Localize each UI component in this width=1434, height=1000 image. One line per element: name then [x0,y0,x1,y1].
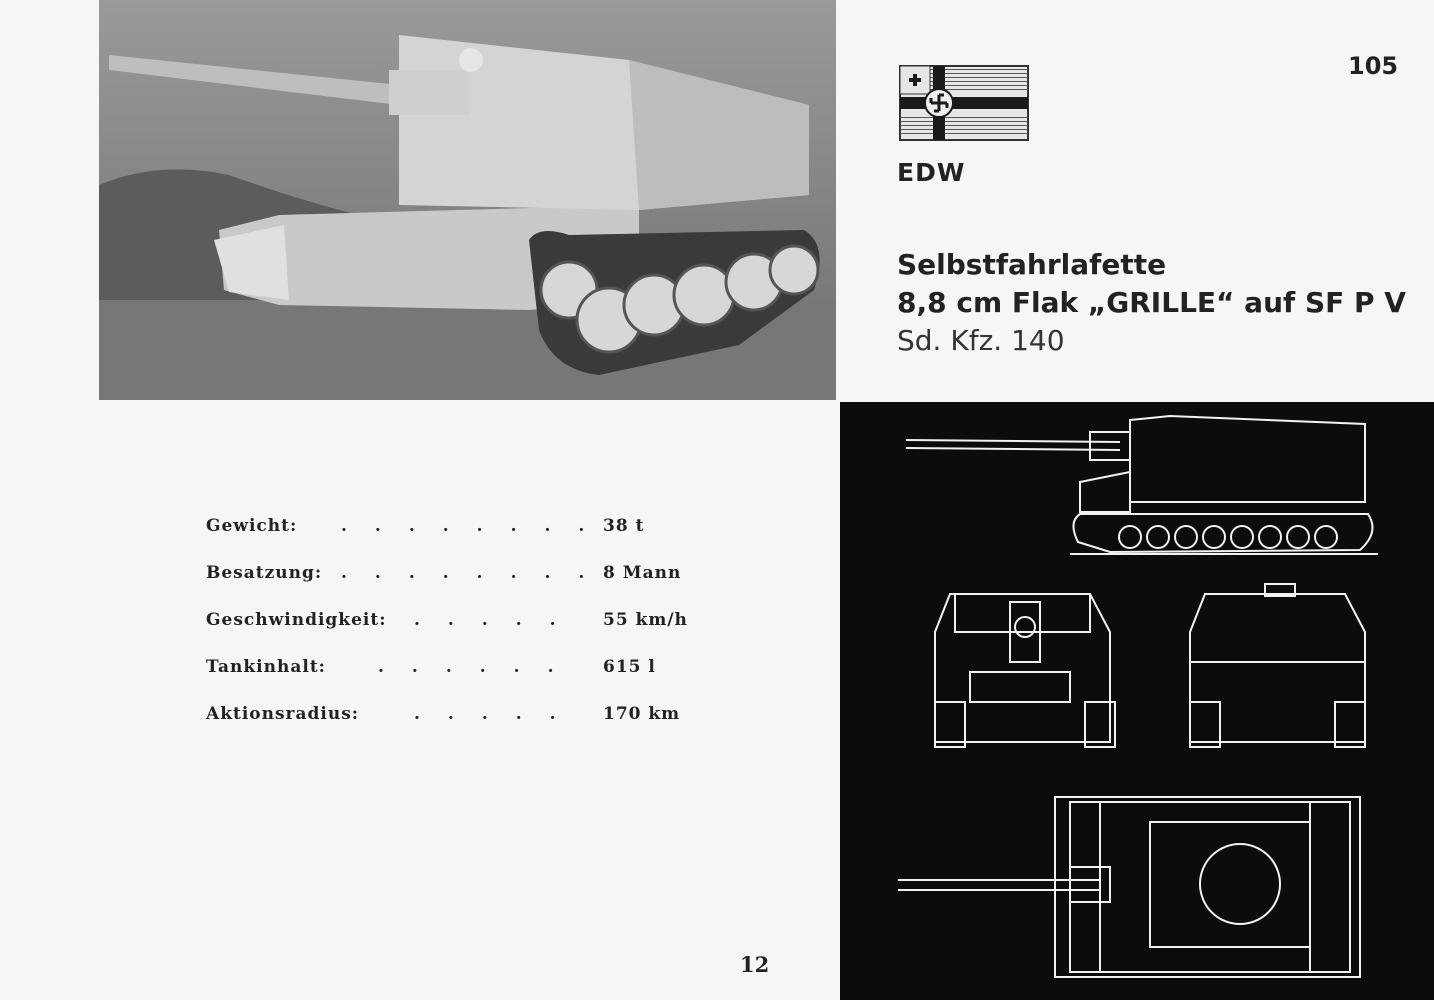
leader-dots: ..... [414,704,584,724]
title-line-3: Sd. Kfz. 140 [897,324,1065,357]
vehicle-photo [99,0,836,400]
vehicle-title [897,246,1406,360]
spec-label: Gewicht: [206,516,298,536]
title-line-2: 8,8 cm Flak „GRILLE“ auf SF P V [897,286,1406,319]
spec-label: Aktionsradius: [206,704,360,724]
spec-row [206,657,706,704]
spec-row [206,610,706,657]
spec-row [206,563,706,610]
page-number-left: 12 [740,952,770,977]
spec-row [206,516,706,563]
leader-dots: ...... [378,657,582,677]
leader-dots: ........ [341,516,613,536]
spec-table [206,516,706,751]
title-line-1: Selbstfahrlafette [897,248,1167,281]
leader-dots: ........ [341,563,613,583]
spec-label: Besatzung: [206,563,323,583]
spec-label: Tankinhalt: [206,657,326,677]
spec-value: 615 l [603,657,656,677]
spec-value: 38 t [603,516,645,536]
spec-value: 8 Mann [603,563,682,583]
spec-value: 55 km/h [603,610,688,630]
war-ensign-flag-icon [899,65,1029,145]
spec-label: Geschwindigkeit: [206,610,387,630]
spec-value: 170 km [603,704,681,724]
page-number-right: 105 [1348,52,1399,80]
manufacturer-code: EDW [897,158,966,187]
leader-dots: ..... [414,610,584,630]
spec-row [206,704,706,751]
technical-drawings [840,402,1434,1000]
